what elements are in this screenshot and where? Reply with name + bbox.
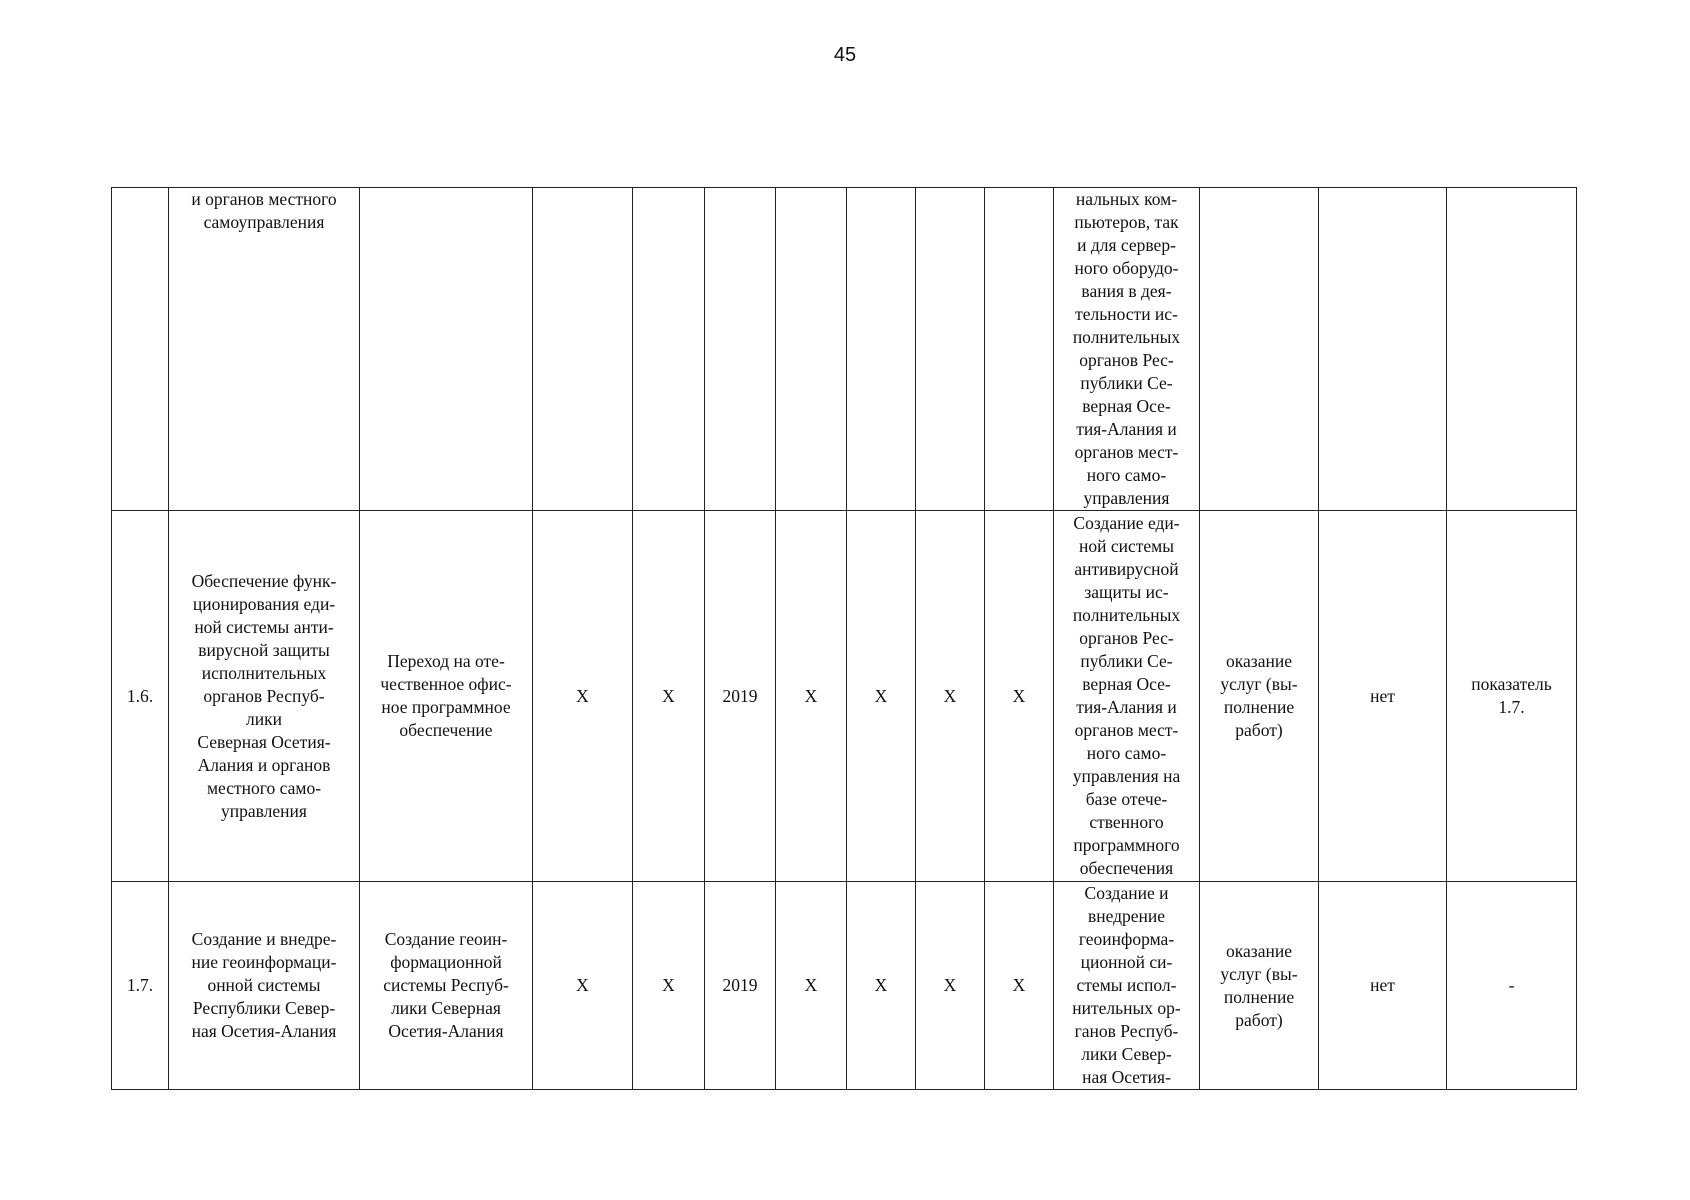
cell-col-3: X bbox=[776, 882, 847, 1090]
measures-table bbox=[111, 187, 1577, 1090]
cell-col-5: X bbox=[916, 511, 985, 882]
cell-year: 2019 bbox=[705, 511, 776, 882]
cell-indicator: показатель 1.7. bbox=[1447, 511, 1577, 882]
cell-description: нальных ком- пьютеров, так и для сервер- ного оборудо- вания в дея- тельности ис- полнительных органов Рес- публики Се- верная Осе- тия-Алания и органов мест- ного само- управления bbox=[1054, 188, 1200, 511]
cell-col-6: X bbox=[985, 882, 1054, 1090]
cell-measure-name: Обеспечение функ- ционирования еди- ной системы анти- вирусной защиты исполнительных органов Респуб- лики Северная Осетия- Алания и органов местного само- управления bbox=[169, 511, 360, 882]
cell-number bbox=[112, 188, 169, 511]
table-row bbox=[112, 882, 1577, 1090]
cell-col-2 bbox=[633, 188, 705, 511]
table-row bbox=[112, 511, 1577, 882]
cell-description: Создание и внедрение геоинформа- ционной си- стемы испол- нительных ор- ганов Респуб- лики Север- ная Осетия- bbox=[1054, 882, 1200, 1090]
cell-col-2: X bbox=[633, 882, 705, 1090]
cell-col-3 bbox=[776, 188, 847, 511]
cell-col-4: X bbox=[847, 511, 916, 882]
cell-col-3: X bbox=[776, 511, 847, 882]
cell-col-1: X bbox=[533, 882, 633, 1090]
cell-col-6 bbox=[985, 188, 1054, 511]
cell-indicator bbox=[1447, 188, 1577, 511]
cell-indicator: - bbox=[1447, 882, 1577, 1090]
cell-year bbox=[705, 188, 776, 511]
cell-flag: нет bbox=[1319, 882, 1447, 1090]
cell-flag: нет bbox=[1319, 511, 1447, 882]
table-row bbox=[112, 188, 1577, 511]
page-number: 45 bbox=[833, 44, 857, 66]
cell-col-1 bbox=[533, 188, 633, 511]
cell-col-4: X bbox=[847, 882, 916, 1090]
cell-col-6: X bbox=[985, 511, 1054, 882]
cell-result bbox=[360, 188, 533, 511]
cell-number: 1.7. bbox=[112, 882, 169, 1090]
cell-number: 1.6. bbox=[112, 511, 169, 882]
cell-description: Создание еди- ной системы антивирусной защиты ис- полнительных органов Рес- публики Се- верная Осе- тия-Алания и органов мест- ного само- управления на базе отече- ственного программного обеспечения bbox=[1054, 511, 1200, 882]
cell-measure-name: и органов местного самоуправления bbox=[169, 188, 360, 511]
cell-col-5 bbox=[916, 188, 985, 511]
cell-type bbox=[1200, 188, 1319, 511]
cell-col-4 bbox=[847, 188, 916, 511]
cell-measure-name: Создание и внедре- ние геоинформаци- онной системы Республики Север- ная Осетия-Алания bbox=[169, 882, 360, 1090]
cell-col-1: X bbox=[533, 511, 633, 882]
cell-type: оказание услуг (вы- полнение работ) bbox=[1200, 882, 1319, 1090]
cell-result: Создание геоин- формационной системы Респуб- лики Северная Осетия-Алания bbox=[360, 882, 533, 1090]
cell-year: 2019 bbox=[705, 882, 776, 1090]
cell-type: оказание услуг (вы- полнение работ) bbox=[1200, 511, 1319, 882]
cell-col-2: X bbox=[633, 511, 705, 882]
cell-col-5: X bbox=[916, 882, 985, 1090]
cell-flag bbox=[1319, 188, 1447, 511]
cell-result: Переход на оте- чественное офис- ное программное обеспечение bbox=[360, 511, 533, 882]
